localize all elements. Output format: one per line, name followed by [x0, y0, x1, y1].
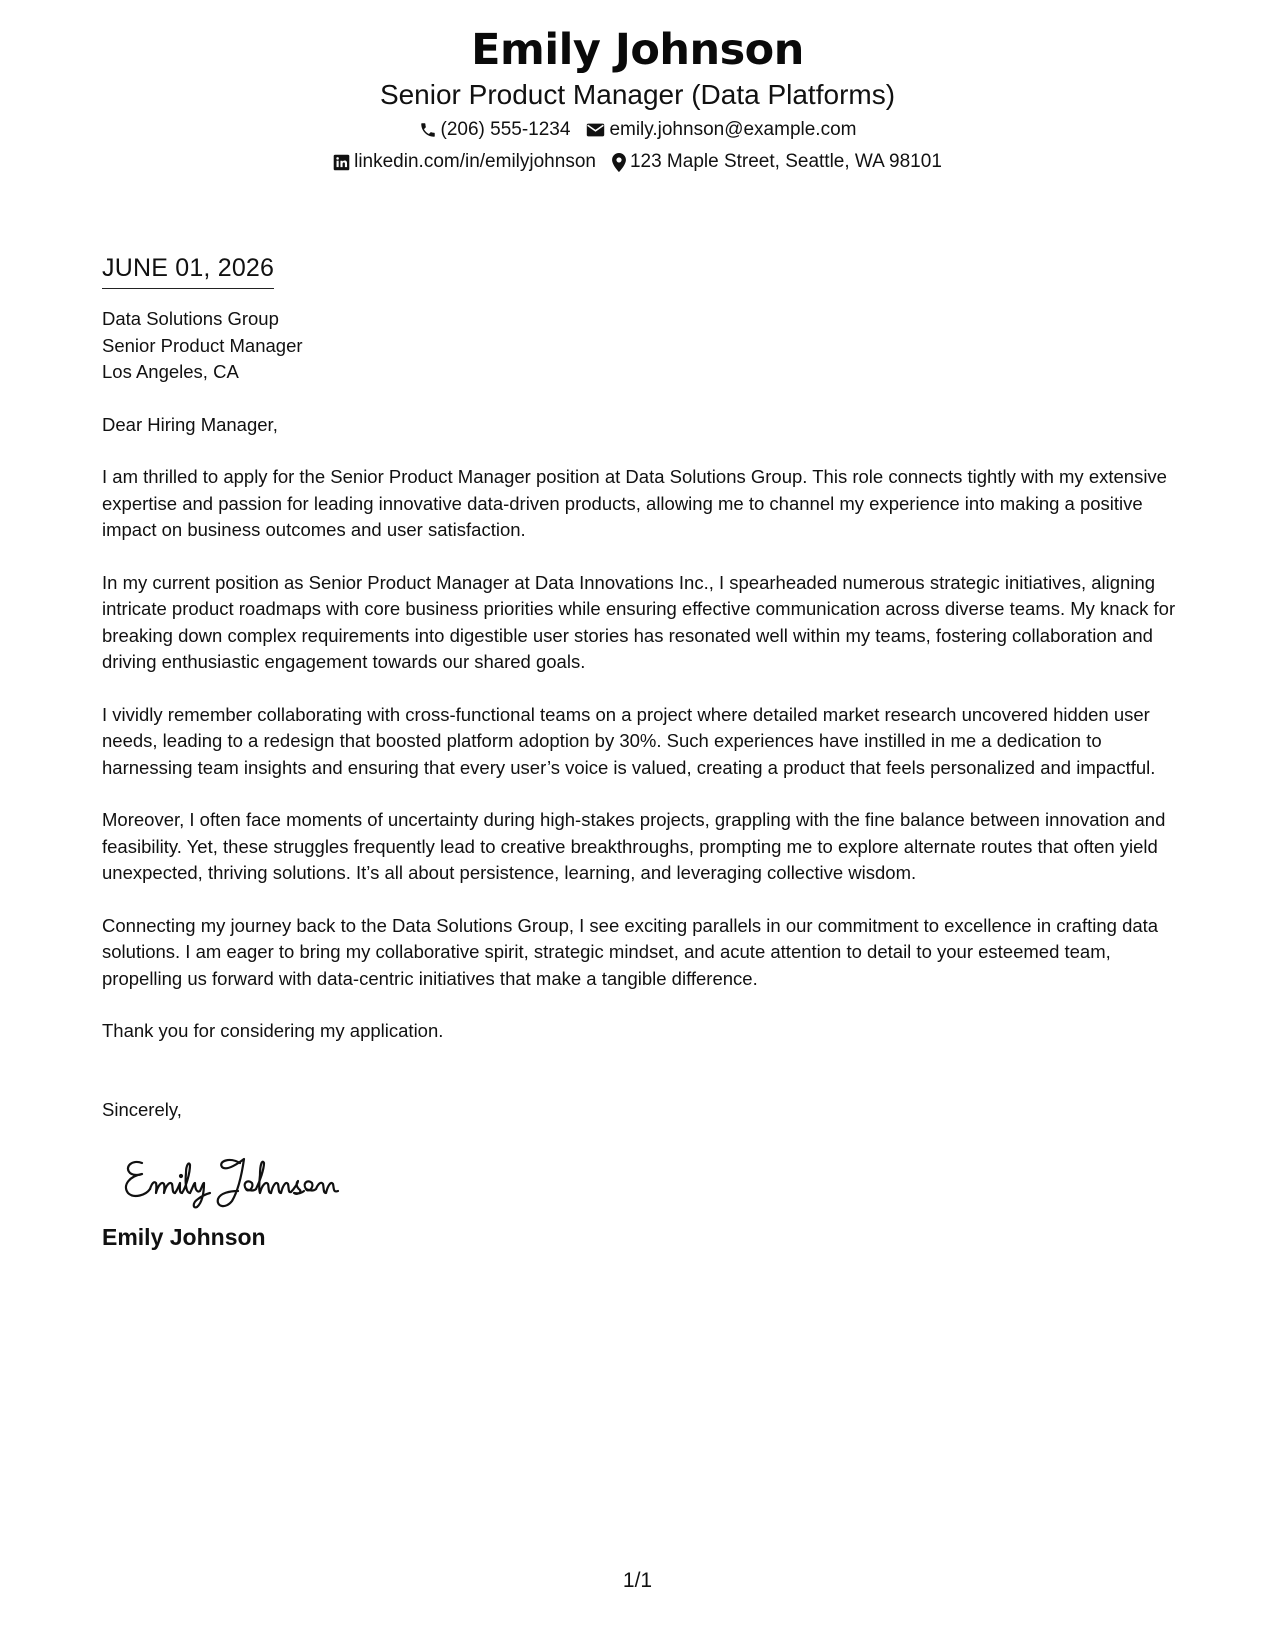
letter-header	[0, 22, 1275, 174]
body-paragraph: I am thrilled to apply for the Senior Product Manager position at Data Solutions Group. This role connects tightly with my extensive expertise and passion for leading innovative data-driven products, allowing me to channel my experience into making a positive impact on business outcomes and user satisfaction.	[102, 466, 1167, 540]
contact-linkedin	[333, 150, 596, 174]
map-pin-icon	[612, 153, 626, 172]
linkedin-text: linkedin.com/in/emilyjohnson	[354, 151, 596, 172]
signoff: Sincerely,	[102, 1098, 182, 1120]
body-paragraph: I vividly remember collaborating with cross-functional teams on a project where detailed market research uncovered hidden user needs, leading to a redesign that boosted platform adoption by 30%. Such experiences have instilled in me a dedication to harnessing team insights and ensuring that every user’s voice is valued, creating a product that feels personalized and impactful.	[102, 703, 1156, 778]
contact-row-secondary	[0, 150, 1275, 174]
contact-email	[586, 118, 856, 142]
contact-address	[612, 150, 942, 174]
recipient-block	[102, 306, 1177, 386]
applicant-name: Emily Johnson	[471, 25, 804, 75]
contact-phone	[419, 118, 571, 142]
body-paragraph: Connecting my journey back to the Data Solutions Group, I see exciting parallels in our commitment to excellence in crafting data solutions. I am eager to bring my collaborative spirit, strategic mindset, and acute attention to detail to your esteemed team, propelling us forward with data-centric initiatives that make a tangible difference.	[102, 914, 1159, 989]
salutation: Dear Hiring Manager,	[102, 413, 278, 435]
phone-icon	[419, 121, 437, 139]
handwritten-signature	[120, 1143, 1177, 1213]
recipient-position: Senior Product Manager	[102, 334, 303, 356]
address-text: 123 Maple Street, Seattle, WA 98101	[629, 151, 942, 172]
phone-text: (206) 555-1234	[440, 119, 571, 140]
body-paragraph: Moreover, I often face moments of uncertainty during high-stakes projects, grappling with the fine balance between innovation and feasibility. Yet, these struggles frequently lead to creative breakthroughs, prompting me to explore alternate routes that often yield unexpected, thriving solutions. It’s all about persistence, learning, and leveraging collective wisdom.	[102, 809, 1166, 883]
contact-row-primary	[0, 118, 1275, 142]
email-text: emily.johnson@example.com	[609, 119, 857, 140]
signed-name: Emily Johnson	[102, 1224, 266, 1250]
recipient-location: Los Angeles, CA	[102, 361, 239, 382]
closing-line: Thank you for considering my application.	[102, 1020, 444, 1041]
envelope-icon	[586, 122, 605, 138]
linkedin-icon	[333, 154, 350, 171]
page-number: 1/1	[622, 1569, 653, 1592]
letter-body	[102, 252, 1177, 1251]
applicant-title: Senior Product Manager (Data Platforms)	[379, 79, 896, 110]
letter-date: JUNE 01, 2026	[102, 252, 274, 289]
body-paragraph: In my current position as Senior Product Manager at Data Innovations Inc., I spearheaded numerous strategic initiatives, aligning intricate product roadmaps with core business priorities while ensuring effective communication across diverse teams. My knack for breaking down complex requirements into digestible user stories has resonated well within my teams, fostering collaboration and driving enthusiastic engagement towards our shared goals.	[102, 571, 1176, 672]
recipient-company: Data Solutions Group	[102, 308, 279, 329]
